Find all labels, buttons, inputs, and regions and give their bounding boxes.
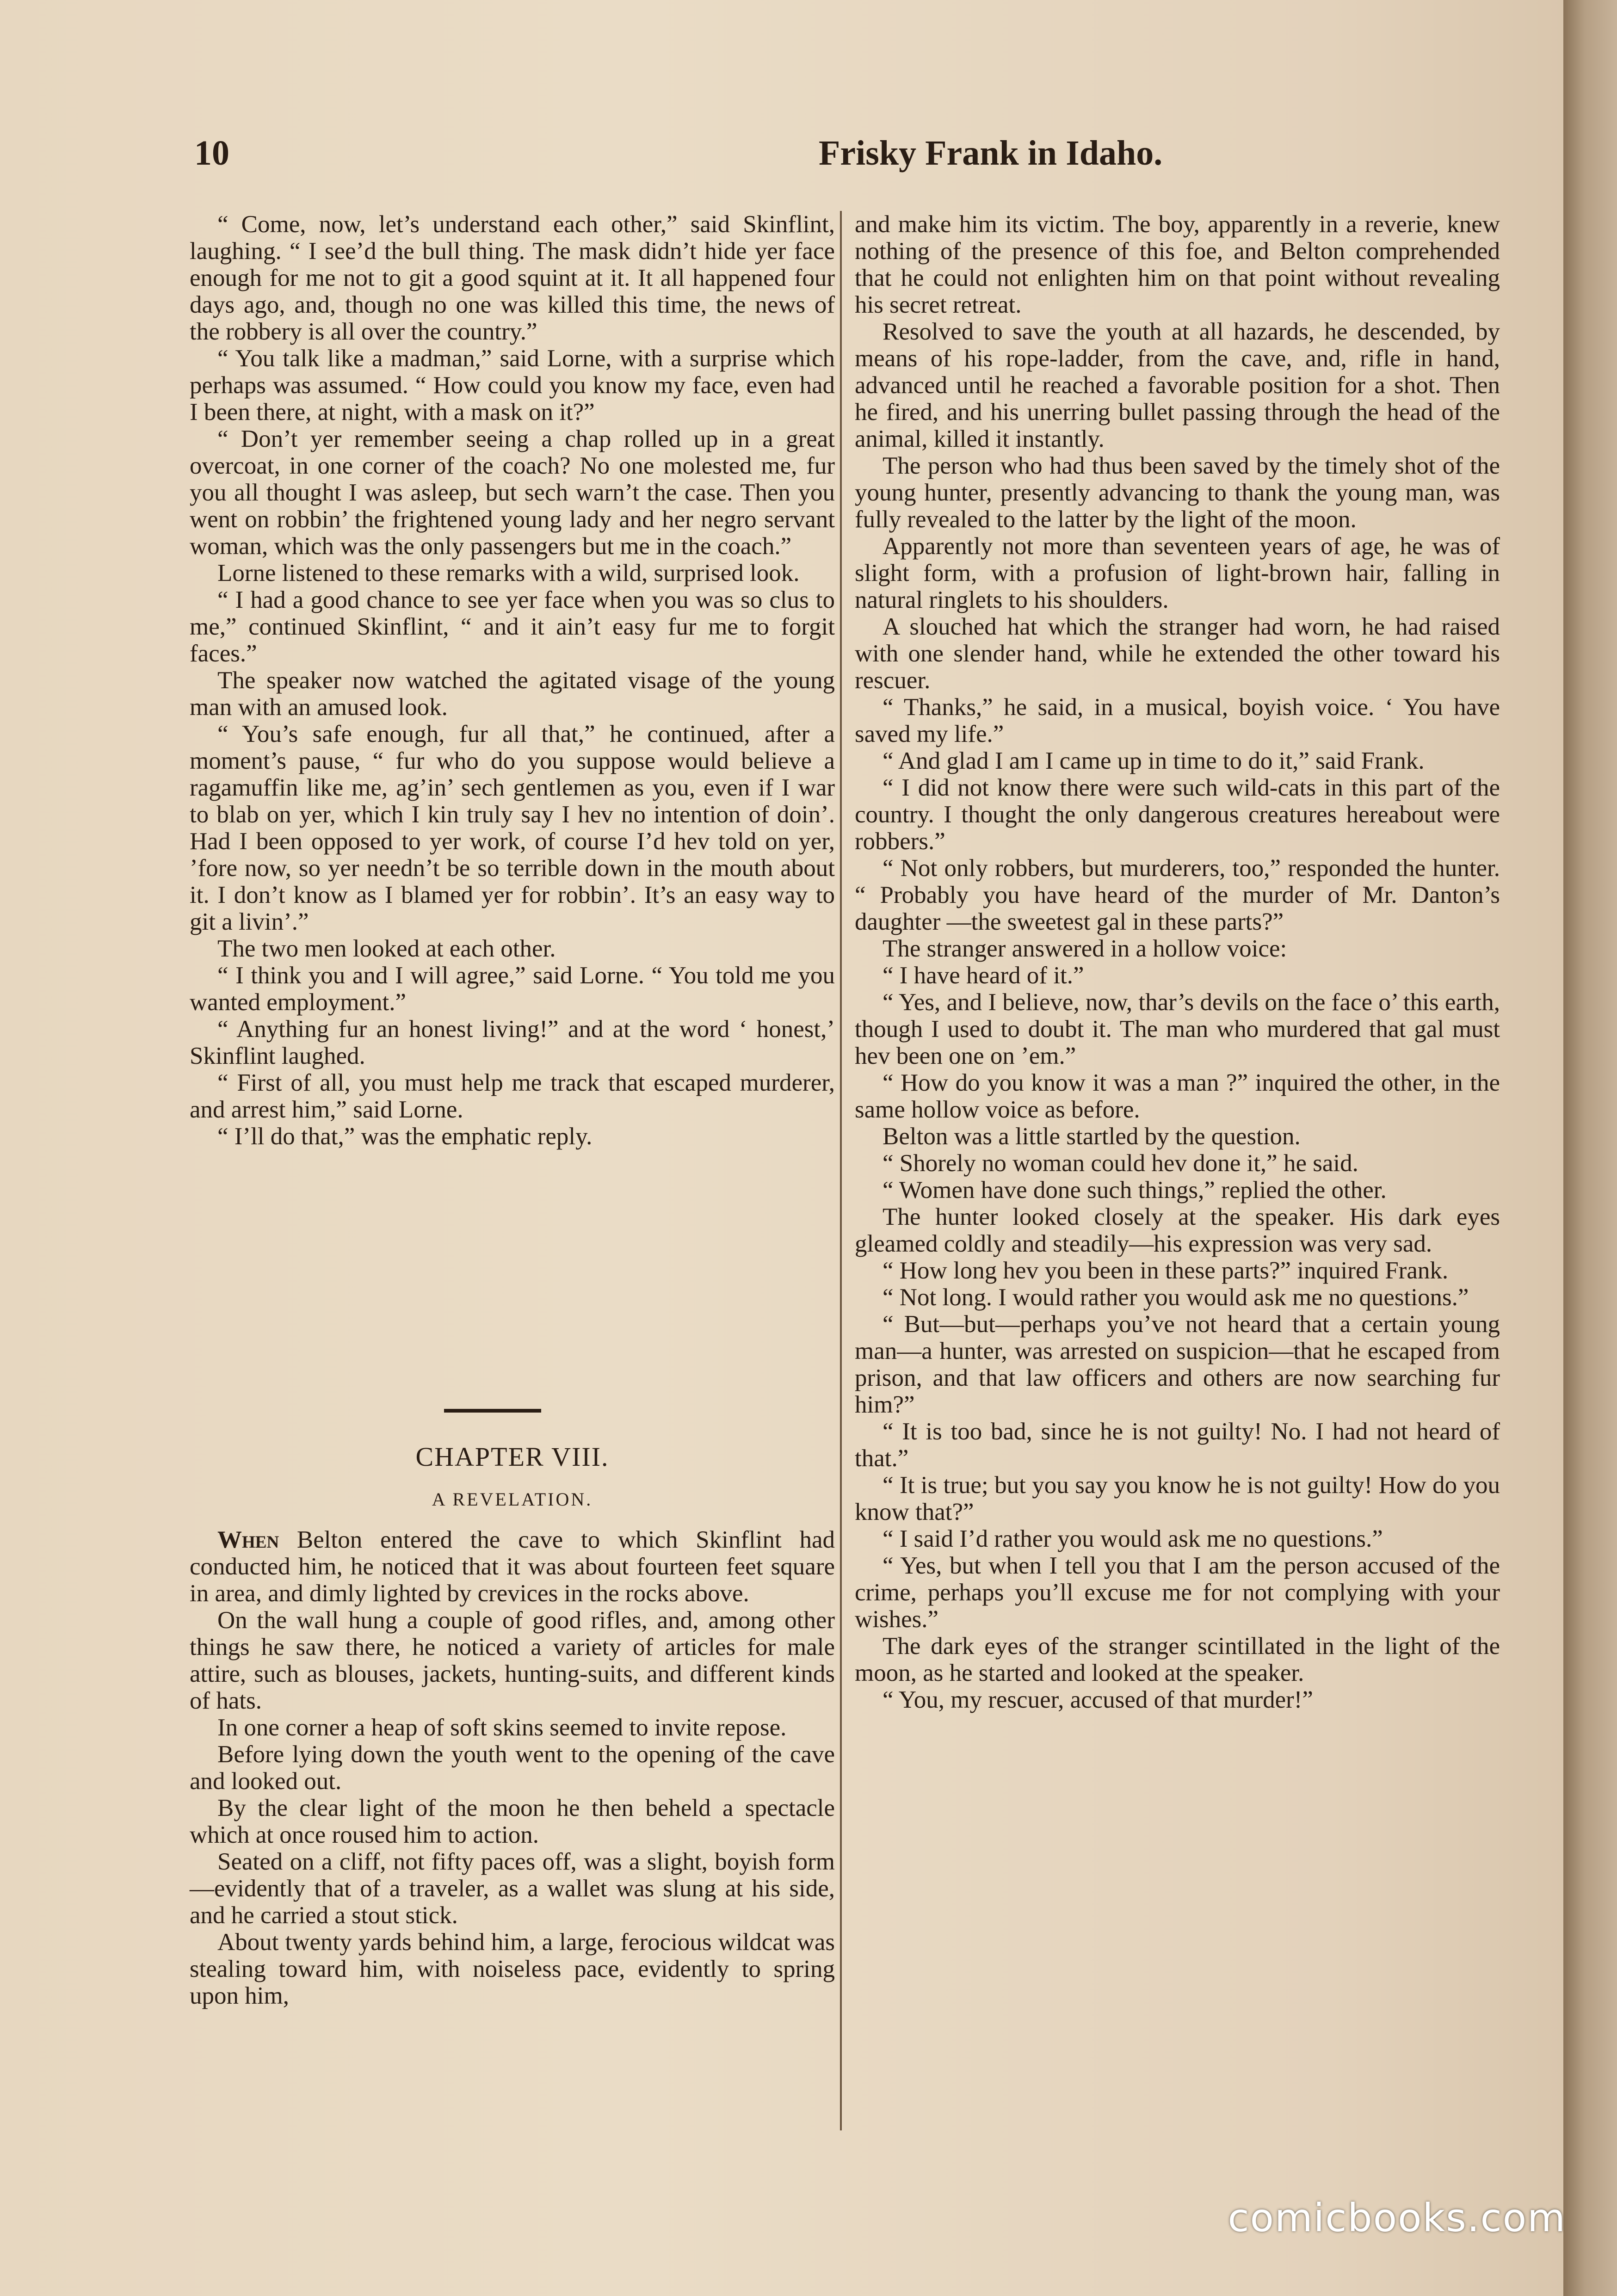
watermark: comicbooks.com (1228, 2195, 1566, 2240)
left-column-top (190, 211, 835, 1150)
paragraph: Seated on a cliff, not fifty paces off, was a slight, boyish form—evidently that of a traveler, as a wallet was slung at his side, and he carried a stout stick. (190, 1848, 835, 1929)
paragraph: The stranger answered in a hollow voice: (883, 935, 1287, 962)
paragraph: About twenty yards behind him, a large, ferocious wildcat was stealing toward him, with noiseless pace, evidently to spring upon him, (190, 1929, 835, 2009)
paragraph: “ Thanks,” he said, in a musical, boyish voice. ‘ You have saved my life.” (855, 694, 1500, 747)
paragraph: The person who had thus been saved by the timely shot of the young hunter, presently advancing to thank the young man, was fully revealed to the latter by the light of the moon. (855, 452, 1500, 533)
chapter-divider-rule (444, 1409, 541, 1413)
paragraph: The hunter looked closely at the speaker. His dark eyes gleamed coldly and steadily—his expression was very sad. (855, 1204, 1500, 1257)
paragraph: “ It is true; but you say you know he is not guilty! How do you know that?” (855, 1472, 1500, 1525)
paragraph: A slouched hat which the stranger had worn, he had raised with one slender hand, while he extended the other toward his rescuer. (855, 613, 1500, 694)
paragraph: On the wall hung a couple of good rifles, and, among other things he saw there, he noticed a variety of articles for male attire, such as blouses, jackets, hunting-suits, and different kinds of hats. (190, 1607, 835, 1714)
paragraph: “ Not only robbers, but murderers, too,” responded the hunter. “ Probably you have heard of the murder of Mr. Danton’s daughter —the sweetest gal in these parts?” (855, 855, 1500, 935)
paragraph: “ Anything fur an honest living!” and at the word ‘ honest,’ Skinflint laughed. (190, 1016, 835, 1069)
chapter-subtitle: A REVELATION. (432, 1489, 593, 1510)
paragraph: The two men looked at each other. (217, 935, 556, 962)
paragraph: “ I think you and I will agree,” said Lorne. “ You told me you wanted employment.” (190, 962, 835, 1016)
binding-spine (1563, 0, 1617, 2296)
drop-word: When (217, 1526, 279, 1553)
paragraph: “ I said I’d rather you would ask me no questions.” (883, 1525, 1383, 1552)
paragraph: In one corner a heap of soft skins seemed to invite repose. (217, 1714, 787, 1741)
paragraph: “ You, my rescuer, accused of that murder!” (883, 1686, 1313, 1713)
paragraph: “ I had a good chance to see yer face when you was so clus to me,” continued Skinflint, “ and it ain’t easy fur me to forgit faces.” (190, 586, 835, 667)
paragraph: “ But—but—perhaps you’ve not heard that a certain young man—a hunter, was arrested on suspicion—that he escaped from prison, and that law officers and others are now searching fur him?” (855, 1311, 1500, 1418)
paragraph: “ And glad I am I came up in time to do it,” said Frank. (883, 747, 1425, 774)
paragraph: “ Yes, but when I tell you that I am the person accused of the crime, perhaps you’ll excuse me for not complying with your wishes.” (855, 1552, 1500, 1633)
paragraph: “ It is too bad, since he is not guilty! No. I had not heard of that.” (855, 1418, 1500, 1472)
paragraph: “ I did not know there were such wild-cats in this part of the country. I thought the only dangerous creatures hereabout were robbers.” (855, 774, 1500, 855)
paragraph: “ How long hev you been in these parts?” inquired Frank. (883, 1257, 1449, 1284)
paragraph: The dark eyes of the stranger scintillated in the light of the moon, as he started and looked at the speaker. (855, 1633, 1500, 1686)
paragraph: “ Shorely no woman could hev done it,” he said. (883, 1150, 1358, 1177)
paragraph: “ How do you know it was a man ?” inquired the other, in the same hollow voice as before. (855, 1069, 1500, 1123)
running-title: Frisky Frank in Idaho. (819, 134, 1163, 173)
paragraph: “ Not long. I would rather you would ask me no questions.” (883, 1284, 1469, 1311)
paragraph: “ Come, now, let’s understand each other,” said Skinflint, laughing. “ I see’d the bull thing. The mask didn’t hide yer face enough for me not to git a good squint at it. It all happened four days ago, and, though no one was killed this time, the news of the robbery is all over the country.” (190, 211, 835, 345)
right-column (855, 211, 1500, 1713)
chapter-heading: CHAPTER VIII. (415, 1442, 609, 1472)
paragraph: “ First of all, you must help me track that escaped murderer, and arrest him,” said Lorne. (190, 1069, 835, 1123)
page-header (185, 133, 1508, 184)
paragraph: The speaker now watched the agitated visage of the young man with an amused look. (190, 667, 835, 721)
chapter-opening-paragraph (190, 1526, 835, 1607)
paragraph: By the clear light of the moon he then beheld a spectacle which at once roused him to action. (190, 1795, 835, 1848)
column-divider (840, 211, 842, 2130)
page-number: 10 (194, 134, 229, 173)
paragraph: Resolved to save the youth at all hazards, he descended, by means of his rope-ladder, from the cave, and, rifle in hand, advanced until he reached a favorable position for a shot. Then he fired, and his unerring bullet passing through the head of the animal, killed it instantly. (855, 318, 1500, 452)
left-column-bottom (190, 1526, 835, 2009)
opening-text: Belton entered the cave to which Skinflint had conducted him, he noticed that it was about fourteen feet square in area, and dimly lighted by crevices in the rocks above. (190, 1526, 835, 1607)
paragraph: “ I have heard of it.” (883, 962, 1084, 989)
paragraph: Apparently not more than seventeen years of age, he was of slight form, with a profusion of light-brown hair, falling in natural ringlets to his shoulders. (855, 533, 1500, 613)
paragraph: Before lying down the youth went to the opening of the cave and looked out. (190, 1741, 835, 1795)
paragraph: “ Don’t yer remember seeing a chap rolled up in a great overcoat, in one corner of the coach? No one molested me, fur you all thought I was asleep, but sech warn’t the case. Then you went on robbin’ the frightened young lady and her negro servant woman, which was the only passengers but me in the coach.” (190, 426, 835, 560)
paragraph: “ I’ll do that,” was the emphatic reply. (217, 1123, 592, 1150)
paragraph: “ Yes, and I believe, now, thar’s devils on the face o’ this earth, though I used to doubt it. The man who murdered that gal must hev been one on ’em.” (855, 989, 1500, 1069)
paragraph: Belton was a little startled by the question. (883, 1123, 1301, 1150)
paragraph: “ Women have done such things,” replied the other. (883, 1177, 1387, 1204)
paragraph: Lorne listened to these remarks with a wild, surprised look. (217, 560, 800, 586)
paragraph: “ You talk like a madman,” said Lorne, with a surprise which perhaps was assumed. “ How could you know my face, even had I been there, at night, with a mask on it?” (190, 345, 835, 426)
paragraph: “ You’s safe enough, fur all that,” he continued, after a moment’s pause, “ fur who do you suppose would believe a ragamuffin like me, ag’in’ sech gentlemen as you, even if I war to blab on yer, which I kin truly say I hev no intention of doin’. Had I been opposed to yer work, of course I’d hev told on yer, ’fore now, so yer needn’t be so terrible down in the mouth about it. I don’t know as I blamed yer for robbin’. It’s an easy way to git a livin’.” (190, 721, 835, 935)
paragraph: and make him its victim. The boy, apparently in a reverie, knew nothing of the presence of this foe, and Belton comprehended that he could not enlighten him on that point without revealing his secret retreat. (855, 211, 1500, 318)
